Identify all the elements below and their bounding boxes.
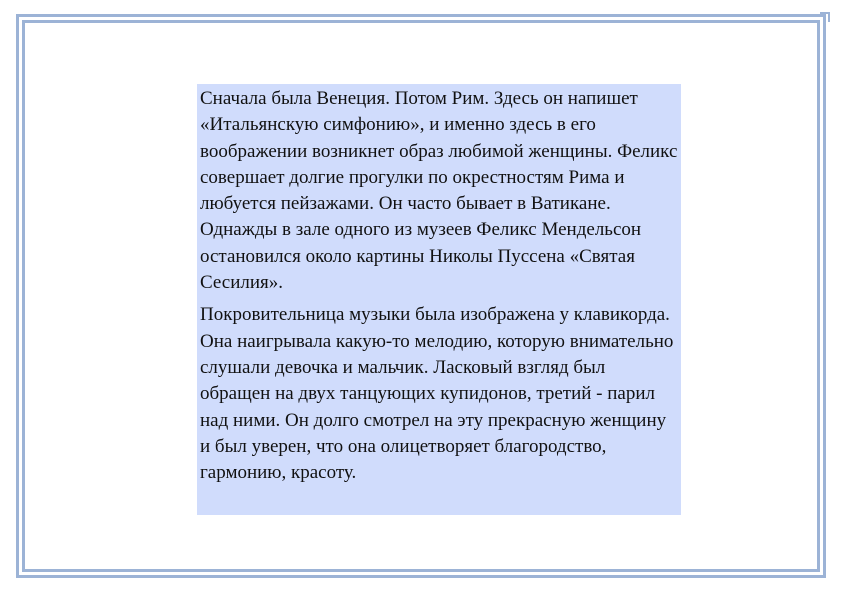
paragraph-1: Сначала была Венеция. Потом Рим. Здесь он напишет «Итальянскую симфонию», и именно здесь в его воображении возникнет образ любимой женщины. Феликс совершает долгие прогулки по окрестностям Рима и любуется пейзажами. Он часто бывает в Ватикане. Однажды в зале одного из музеев Феликс Мендельсон остановился около картины Николы Пуссена «Святая Сесилия».	[200, 88, 678, 294]
frame-corner-accent	[820, 12, 830, 22]
paragraph-2: Покровительница музыки была изображена у клавикорда. Она наигрывала какую-то мелодию, которую внимательно слушали девочка и мальчик. Ласковый взгляд был обращен на двух танцующих купидонов, третий - парил над ними. Он долго смотрел на эту прекрасную женщину и был уверен, что она олицетворяет благородство, гармонию, красоту.	[200, 304, 674, 484]
text-box	[197, 84, 681, 515]
